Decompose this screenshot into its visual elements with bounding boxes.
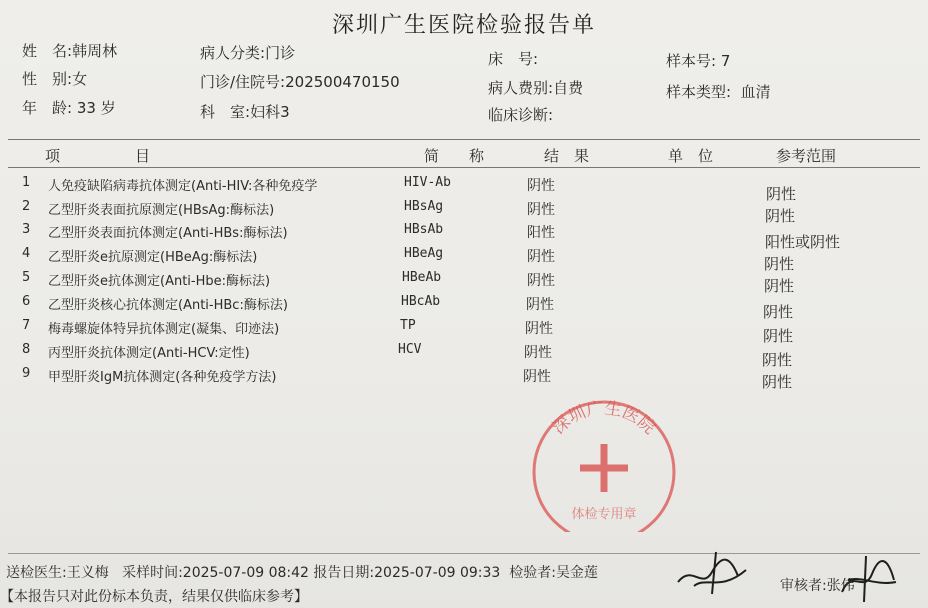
disclaimer: 【本报告只对此份标本负责，结果仅供临床参考】 [0, 589, 308, 605]
row-item: 乙型肝炎e抗体测定(Anti-Hbe:酶标法) [48, 274, 271, 289]
row-item: 乙型肝炎表面抗体测定(Anti-HBs:酶标法) [48, 226, 288, 241]
patient-age-label: 年 龄: [22, 99, 73, 117]
sample-type-label: 样本类型: [666, 83, 732, 101]
row-abbr: HBsAb [404, 222, 444, 237]
patient-sex: 女 [72, 70, 88, 88]
reviewer-value: 张伟 [826, 578, 855, 594]
bed-field [488, 48, 538, 69]
row-number: 9 [22, 366, 31, 381]
seal-cross [580, 444, 628, 492]
sample-type: 血清 [740, 83, 771, 101]
fee-label: 病人费别: [488, 79, 554, 97]
row-item: 乙型肝炎e抗原测定(HBeAg:酶标法) [48, 250, 258, 265]
patient-name-field [22, 40, 117, 61]
patient-age: 33 岁 [76, 99, 116, 117]
patient-id-label: 门诊/住院号: [200, 73, 286, 91]
row-abbr: HBeAb [402, 270, 442, 285]
row-item: 人免疫缺陷病毒抗体测定(Anti-HIV:各种免疫学 [48, 179, 318, 194]
header-result: 结 果 [544, 147, 590, 165]
row-result: 阴性 [527, 273, 555, 289]
row-item: 乙型肝炎核心抗体测定(Anti-HBc:酶标法) [48, 298, 288, 313]
row-result: 阳性 [527, 225, 555, 241]
report-title: 深圳广生医院检验报告单 [331, 13, 596, 38]
row-reference: 阴性 [764, 255, 795, 273]
report-date-label: 报告日期: [313, 565, 375, 581]
patient-name: 韩周林 [72, 42, 118, 60]
seal-text-bottom: 体检专用章 [571, 507, 637, 522]
inspector-value: 吴金莲 [555, 565, 598, 581]
diagnosis-label: 临床诊断: [488, 106, 554, 124]
footer-info-line [6, 562, 598, 582]
row-result: 阴性 [523, 369, 551, 385]
patient-sex-field [22, 68, 87, 89]
patient-category: 门诊 [265, 44, 296, 62]
row-number: 5 [22, 270, 31, 285]
row-reference: 阴性 [765, 207, 796, 225]
row-number: 7 [22, 318, 31, 333]
header-unit: 单 位 [668, 147, 714, 165]
row-result: 阴性 [525, 321, 553, 337]
header-reference: 参考范围 [776, 147, 837, 165]
sample-time-value: 2025-07-09 08:42 [182, 565, 309, 581]
svg-text:深圳广生医院 [549, 399, 659, 439]
row-number: 6 [22, 294, 31, 309]
hospital-seal [524, 392, 684, 532]
row-result: 阴性 [527, 249, 555, 265]
row-abbr: HBeAg [404, 246, 444, 261]
seal-text-top: 深圳广生医院 [548, 398, 660, 439]
row-reference: 阴性 [763, 303, 794, 321]
sample-no: 7 [720, 52, 731, 70]
row-reference: 阴性 [764, 277, 795, 295]
table-top-rule [8, 139, 920, 140]
row-result: 阴性 [524, 345, 552, 361]
row-item: 梅毒螺旋体特异抗体测定(凝集、印迹法) [48, 322, 280, 337]
inspector-signature [672, 546, 752, 598]
row-result: 阴性 [527, 178, 555, 194]
row-number: 3 [22, 222, 31, 237]
patient-id-field [200, 71, 400, 92]
sample-no-label: 样本号: [666, 52, 717, 70]
reviewer-signature [836, 552, 900, 604]
row-number: 4 [22, 246, 31, 261]
header-item: 项 目 [45, 147, 151, 165]
row-reference: 阴性 [762, 373, 793, 391]
footer-rule [8, 553, 920, 554]
patient-category-field [200, 42, 295, 63]
patient-dept: 妇科3 [250, 103, 290, 121]
row-reference: 阴性 [763, 327, 794, 345]
fee-field [488, 77, 583, 98]
patient-dept-label: 科 室: [200, 103, 251, 121]
row-number: 2 [22, 199, 31, 214]
header-abbr: 简 称 [424, 147, 485, 165]
fee-value: 自费 [553, 79, 584, 97]
sample-type-field [666, 81, 771, 102]
doctor-value: 王义梅 [66, 565, 109, 581]
patient-sex-label: 性 别: [22, 70, 73, 88]
row-abbr: HIV-Ab [404, 175, 451, 190]
patient-name-label: 姓 名: [22, 42, 73, 60]
table-header-rule [8, 167, 920, 168]
row-reference: 阳性或阴性 [765, 233, 841, 251]
doctor-label: 送检医生: [6, 565, 67, 581]
row-item: 乙型肝炎表面抗原测定(HBsAg:酶标法) [48, 203, 275, 218]
diagnosis-field [488, 104, 553, 125]
patient-age-field [22, 97, 116, 118]
row-item: 甲型肝炎IgM抗体测定(各种免疫学方法) [48, 370, 277, 385]
bed-label: 床 号: [488, 50, 539, 68]
row-reference: 阴性 [762, 351, 793, 369]
patient-id: 202500470150 [285, 73, 400, 91]
row-item: 丙型肝炎抗体测定(Anti-HCV:定性) [48, 346, 250, 361]
patient-dept-field [200, 101, 290, 122]
row-number: 8 [22, 342, 31, 357]
patient-category-label: 病人分类: [200, 44, 266, 62]
row-result: 阴性 [526, 297, 554, 313]
row-abbr: HCV [398, 342, 422, 357]
row-abbr: TP [400, 318, 416, 333]
sample-no-field [666, 50, 730, 71]
sample-time-label: 采样时间: [122, 565, 183, 581]
row-abbr: HBcAb [401, 294, 441, 309]
row-abbr: HBsAg [404, 199, 444, 214]
row-result: 阴性 [527, 202, 555, 218]
row-number: 1 [22, 175, 31, 190]
row-reference: 阴性 [766, 185, 797, 203]
report-date-value: 2025-07-09 09:33 [374, 565, 501, 581]
inspector-label: 检验者: [509, 565, 556, 581]
reviewer-label: 审核者: [780, 578, 827, 594]
